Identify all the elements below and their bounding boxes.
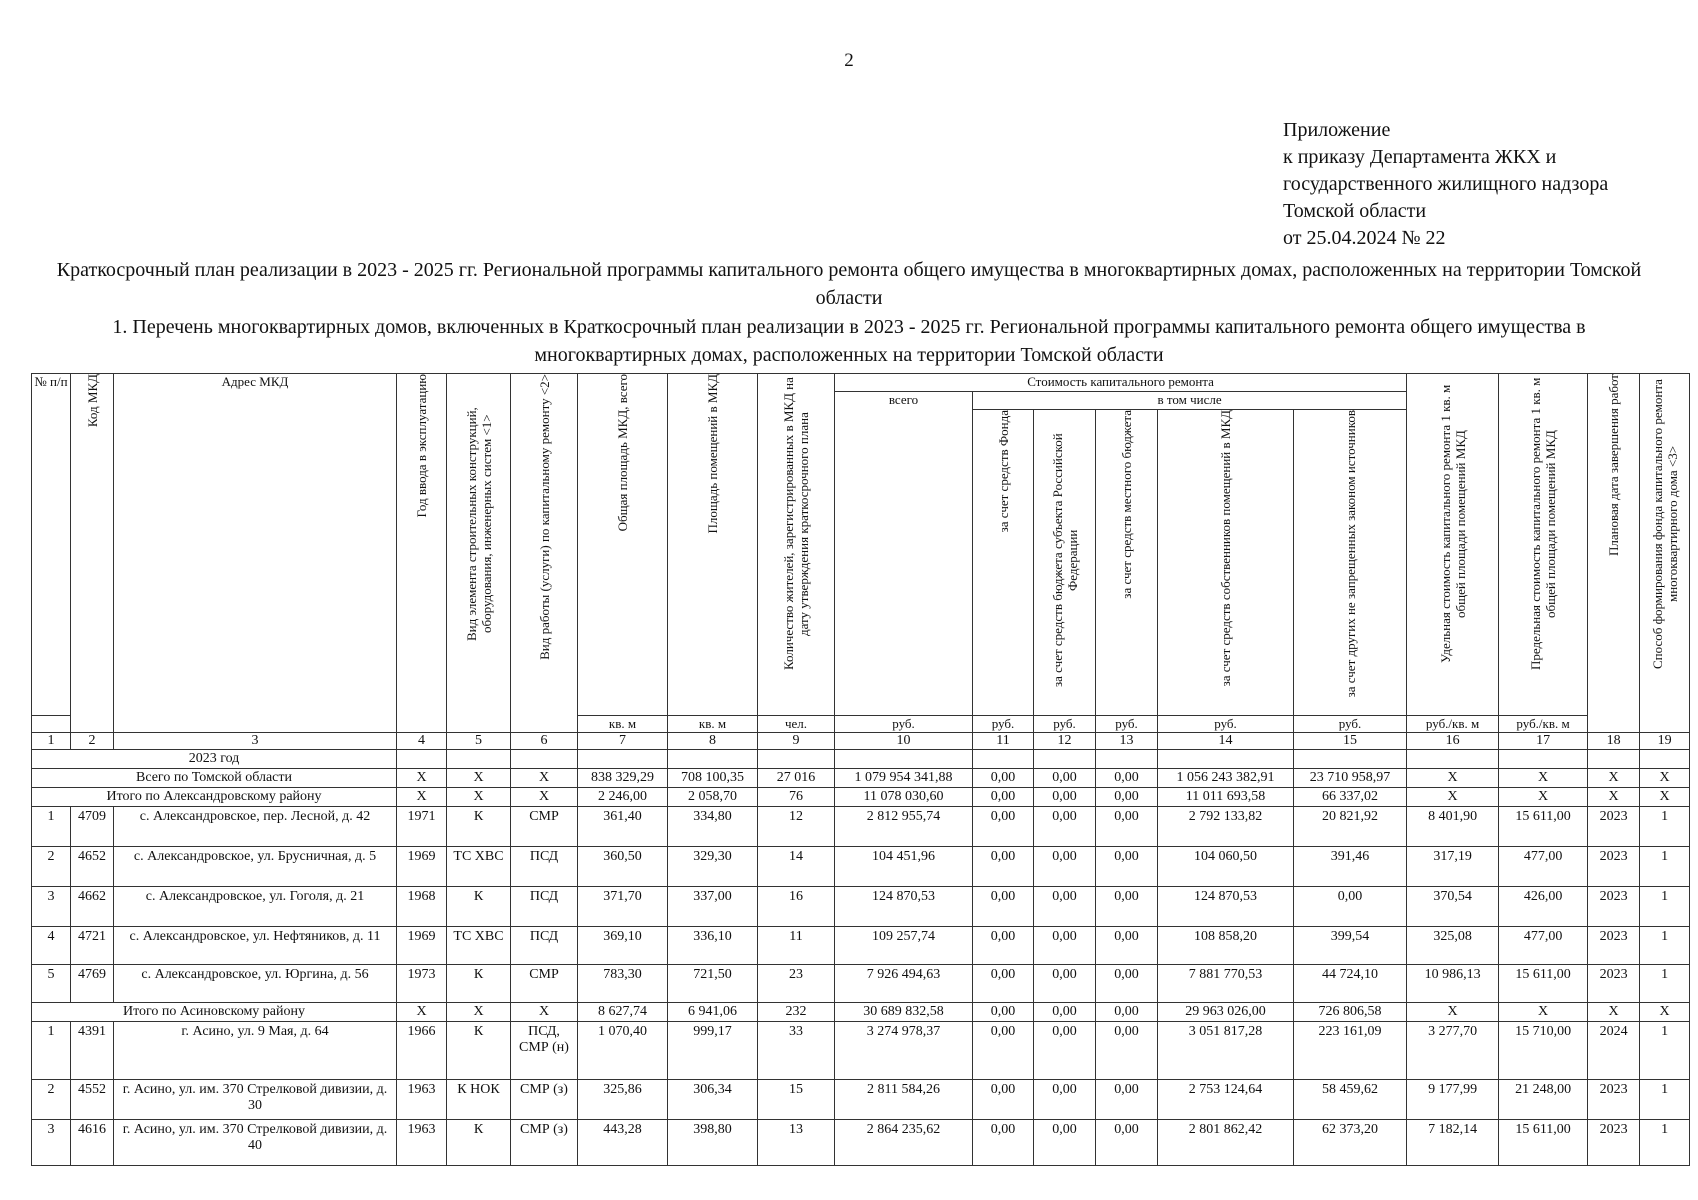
section-title: 1. Перечень многоквартирных домов, включенных в Краткосрочный план реализации в 2023 - 2025 гг. Региональной программы капитального ремонта общего имущества в многоквартирных домах, расположенных на территории Томской области <box>112 316 1586 366</box>
summary-cell: 11 011 693,58 <box>1158 788 1294 807</box>
column-number: 17 <box>1499 733 1588 750</box>
summary-label: Всего по Томской области <box>32 769 397 788</box>
header-including-group: в том числе <box>973 392 1407 410</box>
cell-date: 2023 <box>1588 1120 1640 1166</box>
summary-cell: X <box>1499 1003 1588 1022</box>
cell-method: 1 <box>1640 1080 1690 1120</box>
header-subject-budget: за счет средств бюджета субъекта Российской Федерации <box>1034 410 1096 716</box>
cell-unit: 7 182,14 <box>1407 1120 1499 1166</box>
cell-area: 360,50 <box>578 847 668 887</box>
summary-cell: 0,00 <box>1034 769 1096 788</box>
cell-local: 0,00 <box>1096 927 1158 965</box>
cell-method: 1 <box>1640 927 1690 965</box>
unit-cell: руб. <box>1034 716 1096 733</box>
cell-code: 4709 <box>71 807 114 847</box>
cell-date: 2023 <box>1588 847 1640 887</box>
cell-area: 1 070,40 <box>578 1022 668 1080</box>
summary-cell: 0,00 <box>973 769 1034 788</box>
header-unit-cost: Удельная стоимость капитального ремонта 1 кв. м общей площади помещений МКД <box>1407 374 1499 716</box>
cell-res: 12 <box>758 807 835 847</box>
summary-cell: 0,00 <box>1096 769 1158 788</box>
cell-date: 2023 <box>1588 927 1640 965</box>
cell-addr: с. Александровское, ул. Нефтяников, д. 11 <box>114 927 397 965</box>
cell-method: 1 <box>1640 847 1690 887</box>
summary-row <box>32 1003 1690 1022</box>
cell-subj: 0,00 <box>1034 1080 1096 1120</box>
cell-addr: с. Александровское, ул. Юргина, д. 56 <box>114 965 397 1003</box>
cell-other: 223 161,09 <box>1294 1022 1407 1080</box>
cell-own: 124 870,53 <box>1158 887 1294 927</box>
cell-local: 0,00 <box>1096 1120 1158 1166</box>
summary-cell: X <box>511 788 578 807</box>
summary-cell: 0,00 <box>1096 788 1158 807</box>
cell-own: 2 801 862,42 <box>1158 1120 1294 1166</box>
page-number: 2 <box>844 50 854 71</box>
cell-local: 0,00 <box>1096 1022 1158 1080</box>
cell-other: 399,54 <box>1294 927 1407 965</box>
summary-cell: X <box>1640 1003 1690 1022</box>
column-number: 7 <box>578 733 668 750</box>
summary-cell: 0,00 <box>1034 788 1096 807</box>
unit-cell: руб. <box>1158 716 1294 733</box>
summary-row <box>32 788 1690 807</box>
cell-n: 3 <box>32 1120 71 1166</box>
cell-prem: 999,17 <box>668 1022 758 1080</box>
cell-res: 23 <box>758 965 835 1003</box>
cell-subj: 0,00 <box>1034 887 1096 927</box>
summary-cell: 1 079 954 341,88 <box>835 769 973 788</box>
cell-year: 1973 <box>397 965 447 1003</box>
cell-total: 109 257,74 <box>835 927 973 965</box>
cell-area: 443,28 <box>578 1120 668 1166</box>
table-row <box>32 927 1690 965</box>
cell-year: 1969 <box>397 927 447 965</box>
summary-cell: X <box>1407 788 1499 807</box>
cell-code: 4616 <box>71 1120 114 1166</box>
column-number: 13 <box>1096 733 1158 750</box>
cell-area: 361,40 <box>578 807 668 847</box>
year-label: 2023 год <box>32 750 397 769</box>
cell-elem: К <box>447 1022 511 1080</box>
summary-cell: 66 337,02 <box>1294 788 1407 807</box>
cell-n: 5 <box>32 965 71 1003</box>
summary-cell: 6 941,06 <box>668 1003 758 1022</box>
table-row <box>32 1080 1690 1120</box>
summary-cell: X <box>397 769 447 788</box>
column-number: 4 <box>397 733 447 750</box>
cell-unit: 317,19 <box>1407 847 1499 887</box>
header-local-budget: за счет средств местного бюджета <box>1096 410 1158 716</box>
column-number: 18 <box>1588 733 1640 750</box>
cell-limit: 426,00 <box>1499 887 1588 927</box>
cell-code: 4721 <box>71 927 114 965</box>
table-row <box>32 807 1690 847</box>
header-address: Адрес МКД <box>114 374 397 733</box>
summary-label: Итого по Александровскому району <box>32 788 397 807</box>
cell-total: 2 864 235,62 <box>835 1120 973 1166</box>
appendix-line: Приложение <box>1283 119 1391 141</box>
summary-cell: X <box>1499 788 1588 807</box>
cell-local: 0,00 <box>1096 847 1158 887</box>
summary-cell: X <box>1588 1003 1640 1022</box>
column-number: 3 <box>114 733 397 750</box>
cell-subj: 0,00 <box>1034 1120 1096 1166</box>
summary-cell: X <box>397 1003 447 1022</box>
summary-cell: X <box>447 788 511 807</box>
cell-unit: 3 277,70 <box>1407 1022 1499 1080</box>
cell-year: 1966 <box>397 1022 447 1080</box>
summary-row <box>32 769 1690 788</box>
unit-cell: чел. <box>758 716 835 733</box>
summary-cell: X <box>1407 769 1499 788</box>
summary-cell: X <box>1499 769 1588 788</box>
cell-res: 14 <box>758 847 835 887</box>
cell-subj: 0,00 <box>1034 927 1096 965</box>
cell-prem: 334,80 <box>668 807 758 847</box>
cell-date: 2023 <box>1588 887 1640 927</box>
header-house-code: Код МКД <box>71 374 114 733</box>
summary-cell: 8 627,74 <box>578 1003 668 1022</box>
cell-prem: 721,50 <box>668 965 758 1003</box>
cell-date: 2024 <box>1588 1022 1640 1080</box>
cell-own: 7 881 770,53 <box>1158 965 1294 1003</box>
cell-n: 3 <box>32 887 71 927</box>
cell-year: 1968 <box>397 887 447 927</box>
table-row <box>32 1022 1690 1080</box>
cell-n: 2 <box>32 1080 71 1120</box>
cell-unit: 370,54 <box>1407 887 1499 927</box>
header-premises-area: Площадь помещений в МКД <box>668 374 758 716</box>
header-commission-year: Год ввода в эксплуатацию <box>397 374 447 733</box>
appendix-line: Томской области <box>1283 200 1427 222</box>
unit-cell: кв. м <box>668 716 758 733</box>
cell-area: 325,86 <box>578 1080 668 1120</box>
cell-prem: 336,10 <box>668 927 758 965</box>
summary-cell: 23 710 958,97 <box>1294 769 1407 788</box>
cell-prem: 306,34 <box>668 1080 758 1120</box>
summary-cell: 29 963 026,00 <box>1158 1003 1294 1022</box>
cell-year: 1963 <box>397 1120 447 1166</box>
cell-fund: 0,00 <box>973 1080 1034 1120</box>
cell-n: 4 <box>32 927 71 965</box>
document-title: Краткосрочный план реализации в 2023 - 2025 гг. Региональной программы капитального ремонта общего имущества в многоквартирных домах, расположенных на территории Томской области <box>56 259 1642 309</box>
cell-n: 2 <box>32 847 71 887</box>
cell-other: 62 373,20 <box>1294 1120 1407 1166</box>
cell-limit: 15 611,00 <box>1499 807 1588 847</box>
unit-cell: руб./кв. м <box>1499 716 1588 733</box>
column-number: 14 <box>1158 733 1294 750</box>
cell-code: 4652 <box>71 847 114 887</box>
column-number: 2 <box>71 733 114 750</box>
appendix-line: к приказу Департамента ЖКХ и <box>1283 146 1557 168</box>
summary-cell: 27 016 <box>758 769 835 788</box>
cell-work: СМР <box>511 965 578 1003</box>
cell-code: 4391 <box>71 1022 114 1080</box>
summary-cell: 726 806,58 <box>1294 1003 1407 1022</box>
cell-addr: г. Асино, ул. им. 370 Стрелковой дивизии, д. 40 <box>114 1120 397 1166</box>
cell-prem: 329,30 <box>668 847 758 887</box>
cell-method: 1 <box>1640 1120 1690 1166</box>
cell-year: 1971 <box>397 807 447 847</box>
cell-total: 7 926 494,63 <box>835 965 973 1003</box>
cell-fund: 0,00 <box>973 807 1034 847</box>
cell-res: 33 <box>758 1022 835 1080</box>
cell-prem: 337,00 <box>668 887 758 927</box>
summary-cell: 11 078 030,60 <box>835 788 973 807</box>
cell-elem: ТС ХВС <box>447 847 511 887</box>
cell-n: 1 <box>32 1022 71 1080</box>
appendix-line: государственного жилищного надзора <box>1283 173 1609 195</box>
unit-cell: руб. <box>973 716 1034 733</box>
summary-cell: 2 246,00 <box>578 788 668 807</box>
summary-cell: X <box>1588 769 1640 788</box>
cell-total: 104 451,96 <box>835 847 973 887</box>
unit-cell: руб. <box>1294 716 1407 733</box>
cell-fund: 0,00 <box>973 887 1034 927</box>
cell-work: ПСД <box>511 927 578 965</box>
cell-local: 0,00 <box>1096 965 1158 1003</box>
summary-cell: 1 056 243 382,91 <box>1158 769 1294 788</box>
unit-cell: руб. <box>1096 716 1158 733</box>
column-number: 16 <box>1407 733 1499 750</box>
summary-cell: X <box>511 769 578 788</box>
header-completion-date: Плановая дата завершения работ <box>1588 374 1640 733</box>
cell-addr: г. Асино, ул. 9 Мая, д. 64 <box>114 1022 397 1080</box>
cell-limit: 15 611,00 <box>1499 965 1588 1003</box>
cell-work: ПСД <box>511 847 578 887</box>
unit-cell: кв. м <box>578 716 668 733</box>
cell-addr: с. Александровское, пер. Лесной, д. 42 <box>114 807 397 847</box>
cell-area: 371,70 <box>578 887 668 927</box>
cell-other: 20 821,92 <box>1294 807 1407 847</box>
column-number: 1 <box>32 733 71 750</box>
cell-subj: 0,00 <box>1034 1022 1096 1080</box>
unit-cell: руб./кв. м <box>1407 716 1499 733</box>
cell-elem: К <box>447 1120 511 1166</box>
cell-local: 0,00 <box>1096 807 1158 847</box>
cell-date: 2023 <box>1588 1080 1640 1120</box>
cell-total: 3 274 978,37 <box>835 1022 973 1080</box>
cell-elem: К <box>447 887 511 927</box>
cell-method: 1 <box>1640 1022 1690 1080</box>
column-number: 11 <box>973 733 1034 750</box>
cell-other: 0,00 <box>1294 887 1407 927</box>
cell-area: 369,10 <box>578 927 668 965</box>
appendix-block <box>1283 117 1608 252</box>
cell-unit: 10 986,13 <box>1407 965 1499 1003</box>
cell-other: 58 459,62 <box>1294 1080 1407 1120</box>
cell-unit: 325,08 <box>1407 927 1499 965</box>
cell-subj: 0,00 <box>1034 965 1096 1003</box>
cell-subj: 0,00 <box>1034 807 1096 847</box>
header-limit-cost: Предельная стоимость капитального ремонта 1 кв. м общей площади помещений МКД <box>1499 374 1588 716</box>
header-fund-source: за счет средств Фонда <box>973 410 1034 716</box>
unit-cell <box>32 716 71 733</box>
cell-own: 104 060,50 <box>1158 847 1294 887</box>
summary-cell: X <box>1407 1003 1499 1022</box>
cell-prem: 398,80 <box>668 1120 758 1166</box>
cell-fund: 0,00 <box>973 927 1034 965</box>
cell-elem: ТС ХВС <box>447 927 511 965</box>
unit-cell: руб. <box>835 716 973 733</box>
summary-cell: X <box>447 1003 511 1022</box>
cell-total: 2 811 584,26 <box>835 1080 973 1120</box>
cell-res: 15 <box>758 1080 835 1120</box>
summary-cell: X <box>1640 769 1690 788</box>
summary-cell: X <box>511 1003 578 1022</box>
cell-local: 0,00 <box>1096 1080 1158 1120</box>
summary-cell: X <box>1640 788 1690 807</box>
cell-own: 2 753 124,64 <box>1158 1080 1294 1120</box>
cell-n: 1 <box>32 807 71 847</box>
cell-year: 1969 <box>397 847 447 887</box>
cell-total: 2 812 955,74 <box>835 807 973 847</box>
cell-year: 1963 <box>397 1080 447 1120</box>
summary-cell: X <box>397 788 447 807</box>
cell-code: 4769 <box>71 965 114 1003</box>
header-owners-funds: за счет средств собственников помещений в МКД <box>1158 410 1294 716</box>
table-row <box>32 1120 1690 1166</box>
cell-fund: 0,00 <box>973 1022 1034 1080</box>
cell-addr: с. Александровское, ул. Гоголя, д. 21 <box>114 887 397 927</box>
cell-code: 4662 <box>71 887 114 927</box>
cell-work: СМР (з) <box>511 1080 578 1120</box>
cell-elem: К <box>447 965 511 1003</box>
cell-limit: 21 248,00 <box>1499 1080 1588 1120</box>
cell-limit: 477,00 <box>1499 847 1588 887</box>
summary-cell: 76 <box>758 788 835 807</box>
cell-limit: 15 710,00 <box>1499 1022 1588 1080</box>
header-other-sources: за счет других не запрещенных законом источников <box>1294 410 1407 716</box>
summary-cell: 838 329,29 <box>578 769 668 788</box>
cell-addr: с. Александровское, ул. Брусничная, д. 5 <box>114 847 397 887</box>
header-cost-group: Стоимость капитального ремонта <box>835 374 1407 392</box>
summary-cell: 708 100,35 <box>668 769 758 788</box>
header-residents: Количество жителей, зарегистрированных в МКД на дату утверждения краткосрочного плана <box>758 374 835 716</box>
cell-code: 4552 <box>71 1080 114 1120</box>
header-cost-total: всего <box>835 392 973 716</box>
column-number: 15 <box>1294 733 1407 750</box>
column-number: 10 <box>835 733 973 750</box>
cell-res: 11 <box>758 927 835 965</box>
cell-total: 124 870,53 <box>835 887 973 927</box>
summary-label: Итого по Асиновскому району <box>32 1003 397 1022</box>
cell-limit: 477,00 <box>1499 927 1588 965</box>
column-number: 8 <box>668 733 758 750</box>
header-total-area: Общая площадь МКД, всего <box>578 374 668 716</box>
cell-own: 2 792 133,82 <box>1158 807 1294 847</box>
cell-fund: 0,00 <box>973 1120 1034 1166</box>
cell-work: ПСД <box>511 887 578 927</box>
summary-cell: 30 689 832,58 <box>835 1003 973 1022</box>
cell-res: 16 <box>758 887 835 927</box>
cell-area: 783,30 <box>578 965 668 1003</box>
cell-fund: 0,00 <box>973 965 1034 1003</box>
header-fund-method: Способ формирования фонда капитального ремонта многоквартирного дома <3> <box>1640 374 1690 733</box>
cell-subj: 0,00 <box>1034 847 1096 887</box>
cell-res: 13 <box>758 1120 835 1166</box>
column-number: 5 <box>447 733 511 750</box>
cell-own: 3 051 817,28 <box>1158 1022 1294 1080</box>
cell-addr: г. Асино, ул. им. 370 Стрелковой дивизии, д. 30 <box>114 1080 397 1120</box>
cell-work: ПСД, СМР (н) <box>511 1022 578 1080</box>
cell-own: 108 858,20 <box>1158 927 1294 965</box>
cell-unit: 8 401,90 <box>1407 807 1499 847</box>
table-row <box>32 887 1690 927</box>
summary-cell: 232 <box>758 1003 835 1022</box>
cell-elem: К НОК <box>447 1080 511 1120</box>
table-row <box>32 847 1690 887</box>
column-number: 12 <box>1034 733 1096 750</box>
summary-cell: 0,00 <box>973 788 1034 807</box>
cell-other: 391,46 <box>1294 847 1407 887</box>
summary-cell: 0,00 <box>1034 1003 1096 1022</box>
cell-unit: 9 177,99 <box>1407 1080 1499 1120</box>
summary-cell: X <box>447 769 511 788</box>
cell-date: 2023 <box>1588 965 1640 1003</box>
summary-cell: 0,00 <box>1096 1003 1158 1022</box>
cell-fund: 0,00 <box>973 847 1034 887</box>
cell-method: 1 <box>1640 887 1690 927</box>
table-row <box>32 965 1690 1003</box>
column-numbers-row <box>32 733 1690 750</box>
capital-repair-plan-table <box>31 373 1690 1166</box>
summary-cell: 0,00 <box>973 1003 1034 1022</box>
cell-other: 44 724,10 <box>1294 965 1407 1003</box>
cell-limit: 15 611,00 <box>1499 1120 1588 1166</box>
appendix-line: от 25.04.2024 № 22 <box>1283 227 1446 249</box>
cell-date: 2023 <box>1588 807 1640 847</box>
cell-method: 1 <box>1640 965 1690 1003</box>
header-work-type: Вид работы (услуги) по капитальному ремонту <2> <box>511 374 578 733</box>
header-element-type: Вид элемента строительных конструкций, оборудования, инженерных систем <1> <box>447 374 511 733</box>
cell-elem: К <box>447 807 511 847</box>
cell-work: СМР (з) <box>511 1120 578 1166</box>
cell-method: 1 <box>1640 807 1690 847</box>
column-number: 6 <box>511 733 578 750</box>
column-number: 9 <box>758 733 835 750</box>
header-row-number: № п/п <box>32 374 71 716</box>
table-body <box>32 750 1690 1166</box>
summary-cell: 2 058,70 <box>668 788 758 807</box>
column-number: 19 <box>1640 733 1690 750</box>
summary-cell: X <box>1588 788 1640 807</box>
cell-work: СМР <box>511 807 578 847</box>
cell-local: 0,00 <box>1096 887 1158 927</box>
